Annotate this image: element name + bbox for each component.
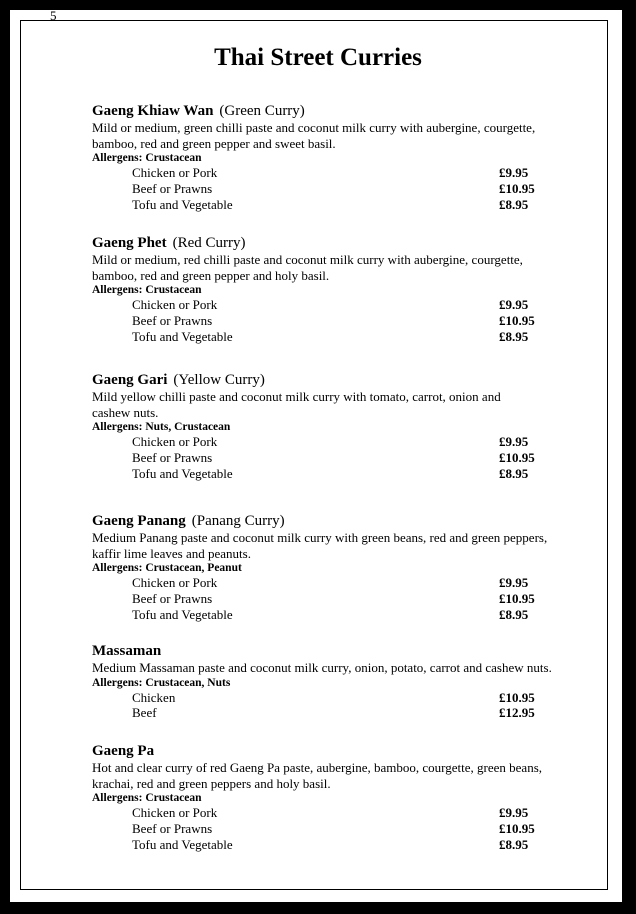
option-price: £9.95	[499, 297, 529, 312]
menu-section-gaeng-pa	[92, 742, 592, 852]
option-label: Tofu and Vegetable	[132, 465, 233, 481]
option-label: Tofu and Vegetable	[132, 606, 233, 622]
menu-section-green-curry	[92, 102, 592, 212]
page-title: Thai Street Curries	[214, 44, 422, 71]
option-price: £12.95	[499, 705, 535, 721]
dish-name: Gaeng Pa	[92, 743, 155, 759]
option-label: Tofu and Vegetable	[132, 196, 233, 212]
dish-name: Gaeng Phet	[92, 235, 167, 251]
price-row	[92, 591, 592, 607]
option-label: Beef or Prawns	[132, 449, 213, 465]
option-price: £9.95	[499, 575, 529, 590]
option-price: £10.95	[499, 449, 535, 465]
price-row	[92, 181, 592, 197]
option-label: Beef or Prawns	[132, 312, 213, 328]
dish-description-line: Mild yellow chilli paste and coconut milk curry with tomato, carrot, onion and	[92, 389, 501, 404]
menu-section-red-curry	[92, 234, 592, 344]
dish-name: Gaeng Panang	[92, 513, 186, 529]
dish-description-line: Hot and clear curry of red Gaeng Pa paste, aubergine, bamboo, courgette, green beans,	[92, 760, 543, 775]
allergens-label: Allergens: Nuts, Crustacean	[92, 421, 231, 433]
dish-title	[92, 234, 592, 252]
option-price: £9.95	[499, 805, 529, 820]
dish-name: Massaman	[92, 643, 162, 659]
price-row	[92, 313, 592, 329]
allergens-label: Allergens: Crustacean	[92, 152, 202, 164]
price-row	[92, 197, 592, 213]
option-label: Tofu and Vegetable	[132, 328, 233, 344]
option-price: £9.95	[499, 434, 529, 449]
dish-english-name: (Panang Curry)	[191, 513, 285, 529]
option-label: Chicken or Pork	[132, 297, 218, 312]
price-row	[92, 434, 592, 450]
price-row	[92, 329, 592, 345]
dish-english-name: (Red Curry)	[172, 235, 246, 251]
option-price: £8.95	[499, 836, 529, 852]
dish-description-line: krachai, red and green peppers and holy basil.	[92, 775, 331, 791]
dish-description-line: kaffir lime leaves and peanuts.	[92, 545, 251, 561]
dish-title	[92, 742, 592, 760]
option-label: Beef	[132, 705, 157, 721]
option-label: Chicken or Pork	[132, 434, 218, 449]
menu-section-panang-curry	[92, 512, 592, 622]
option-price: £10.95	[499, 180, 535, 196]
dish-english-name: (Green Curry)	[219, 103, 305, 119]
option-price: £10.95	[499, 689, 535, 705]
option-label: Beef or Prawns	[132, 590, 213, 606]
dish-title	[92, 102, 592, 120]
menu-section-massaman	[92, 642, 592, 721]
option-price: £8.95	[499, 606, 529, 622]
dish-description-line: Medium Panang paste and coconut milk curry with green beans, red and green peppers,	[92, 530, 548, 545]
price-row	[92, 466, 592, 482]
dish-description-line: Medium Massaman paste and coconut milk curry, onion, potato, carrot and cashew nuts.	[92, 660, 552, 675]
dish-title	[92, 371, 592, 389]
price-row	[92, 837, 592, 853]
option-price: £10.95	[499, 820, 535, 836]
option-label: Chicken	[132, 689, 176, 705]
price-row	[92, 297, 592, 313]
option-label: Chicken or Pork	[132, 575, 218, 590]
price-row	[92, 165, 592, 181]
dish-description-line: Mild or medium, green chilli paste and coconut milk curry with aubergine, courgette,	[92, 120, 536, 135]
option-price: £10.95	[499, 312, 535, 328]
dish-description-line: bamboo, red and green pepper and holy basil.	[92, 267, 330, 283]
dish-name: Gaeng Khiaw Wan	[92, 103, 214, 119]
price-row	[92, 607, 592, 623]
dish-english-name: (Yellow Curry)	[173, 372, 265, 388]
price-row	[92, 575, 592, 591]
dish-title	[92, 642, 592, 660]
price-row	[92, 821, 592, 837]
dish-description-line: cashew nuts.	[92, 404, 159, 420]
page-number: 5	[50, 8, 57, 23]
price-row	[92, 705, 592, 721]
option-label: Beef or Prawns	[132, 820, 213, 836]
dish-title	[92, 512, 592, 530]
option-price: £8.95	[499, 465, 529, 481]
option-price: £8.95	[499, 328, 529, 344]
dish-name: Gaeng Gari	[92, 372, 168, 388]
price-row	[92, 805, 592, 821]
price-row	[92, 450, 592, 466]
allergens-label: Allergens: Crustacean	[92, 792, 202, 804]
dish-description-line: bamboo, red and green pepper and sweet basil.	[92, 135, 336, 151]
menu-section-yellow-curry	[92, 371, 592, 481]
option-label: Chicken or Pork	[132, 165, 218, 180]
option-price: £10.95	[499, 590, 535, 606]
option-label: Chicken or Pork	[132, 805, 218, 820]
allergens-label: Allergens: Crustacean	[92, 284, 202, 296]
option-price: £8.95	[499, 196, 529, 212]
option-label: Beef or Prawns	[132, 180, 213, 196]
dish-description-line: Mild or medium, red chilli paste and coconut milk curry with aubergine, courgette,	[92, 252, 523, 267]
allergens-label: Allergens: Crustacean, Peanut	[92, 562, 242, 574]
option-label: Tofu and Vegetable	[132, 836, 233, 852]
option-price: £9.95	[499, 165, 529, 180]
allergens-label: Allergens: Crustacean, Nuts	[92, 676, 231, 689]
price-row	[92, 690, 592, 706]
